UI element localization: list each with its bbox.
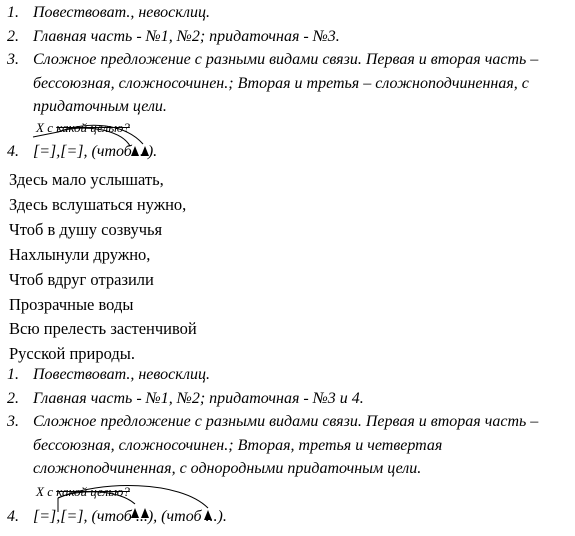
item-text: Главная часть - №1, №2; придаточная - №3 и 4. [33, 389, 364, 407]
sentence-scheme-2 [0, 482, 575, 532]
analysis-item [0, 48, 553, 119]
item-text: Сложное предложение с разными видами связи. Первая и вторая часть – бессоюзная, сложносочинен.; Вторая, третья и четвертая сложноподчиненная, с однородными придаточным цели. [33, 413, 539, 477]
item-text: Повествоват., невосклиц. [33, 366, 211, 383]
item-number: 1. [7, 4, 19, 21]
scheme-text: [=],[=], (чтоб ...). [33, 143, 158, 160]
item-text: Сложное предложение с разными видами связи. Первая и вторая часть – бессоюзная, сложносочинен.; Вторая и третья – сложноподчиненная, с придаточным цели. [33, 51, 539, 115]
poem-line: Русской природы. [9, 344, 135, 364]
scheme-number: 4. [7, 508, 19, 525]
analysis-item [0, 387, 575, 411]
item-text: Повествоват., невосклиц. [33, 4, 211, 21]
item-number: 2. [7, 27, 19, 45]
item-number: 3. [7, 413, 19, 430]
item-text: Главная часть - №1, №2; придаточная - №3. [33, 27, 340, 45]
poem-line: Прозрачные воды [9, 294, 134, 314]
item-number: 2. [7, 389, 19, 407]
question-label: X с какой целью? [36, 120, 130, 135]
item-number: 1. [7, 366, 19, 383]
analysis-item [0, 25, 575, 49]
poem [9, 168, 197, 367]
poem-line: Чтоб вдруг отразили [9, 269, 154, 289]
poem-line: Чтоб в душу созвучья [9, 219, 163, 239]
sentence-scheme-1 [0, 118, 575, 168]
poem-line: Здесь вслушаться нужно, [9, 194, 187, 214]
poem-line: Нахлынули дружно, [9, 244, 151, 264]
scheme-text: [=],[=], (чтоб ...), (чтоб ...). [33, 508, 227, 525]
item-number: 3. [7, 51, 19, 68]
question-label: X с какой целью? [36, 484, 130, 499]
poem-line: Всю прелесть застенчивой [9, 319, 197, 339]
scheme-number: 4. [7, 143, 19, 160]
analysis-item [0, 1, 575, 25]
analysis-list-1 [0, 1, 575, 119]
analysis-list-2 [0, 363, 575, 481]
poem-line: Здесь мало услышать, [9, 170, 164, 189]
analysis-item [0, 410, 573, 481]
analysis-item [0, 363, 575, 387]
